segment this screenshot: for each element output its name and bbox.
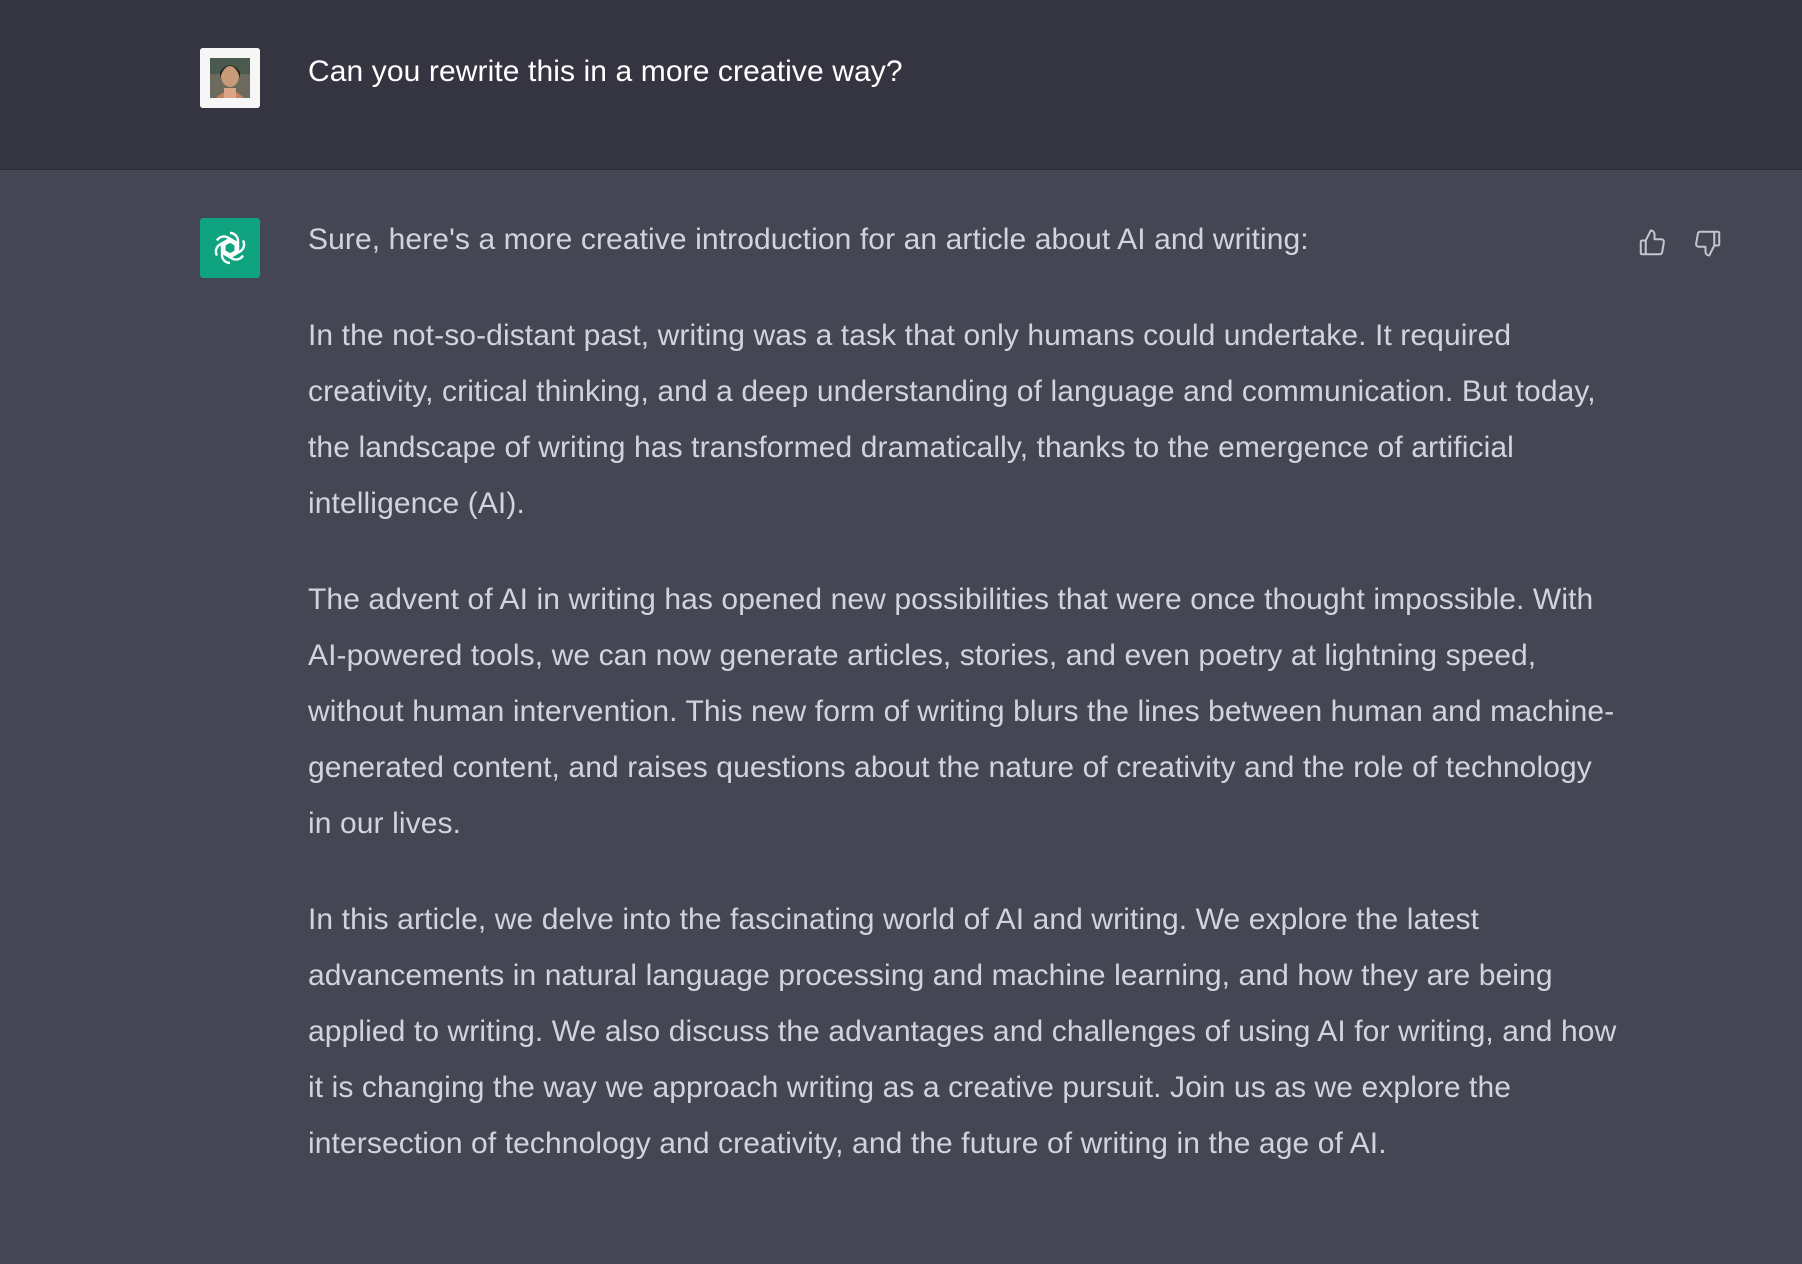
assistant-paragraph-2: The advent of AI in writing has opened new possibilities that were once thought impossible. With AI-powered tools, we can now generate articles, stories, and even poetry at lightning speed, without human intervention. This new form of writing blurs the lines between human and machine-generated content, and raises questions about the nature of creativity and the role of technology in our lives. (308, 583, 1615, 840)
assistant-avatar (200, 218, 260, 278)
thumbs-down-button[interactable] (1692, 224, 1724, 262)
user-avatar-image (200, 48, 260, 108)
openai-logo-icon (210, 228, 250, 268)
feedback-buttons (1636, 224, 1724, 262)
user-message-text: Can you rewrite this in a more creative way? (308, 55, 903, 88)
assistant-intro: Sure, here's a more creative introduction for an article about AI and writing: (308, 223, 1309, 256)
assistant-message-text (308, 212, 1620, 1212)
assistant-paragraph-3: In this article, we delve into the fascinating world of AI and writing. We explore the latest advancements in natural language processing and machine learning, and how they are being applied to writing. We also discuss the advantages and challenges of using AI for writing, and how it is changing the way we approach writing as a creative pursuit. Join us as we explore the intersection of technology and creativity, and the future of writing in the age of AI. (308, 903, 1617, 1160)
user-avatar (200, 48, 260, 108)
assistant-message-row (0, 170, 1802, 1264)
thumbs-up-button[interactable] (1636, 224, 1668, 262)
assistant-paragraph-1: In the not-so-distant past, writing was a task that only humans could undertake. It required creativity, critical thinking, and a deep understanding of language and communication. But today, the landscape of writing has transformed dramatically, thanks to the emergence of artificial intelligence (AI). (308, 319, 1596, 520)
thumbs-up-icon (1637, 227, 1667, 259)
thumbs-down-icon (1693, 227, 1723, 259)
user-message-row (0, 0, 1802, 170)
